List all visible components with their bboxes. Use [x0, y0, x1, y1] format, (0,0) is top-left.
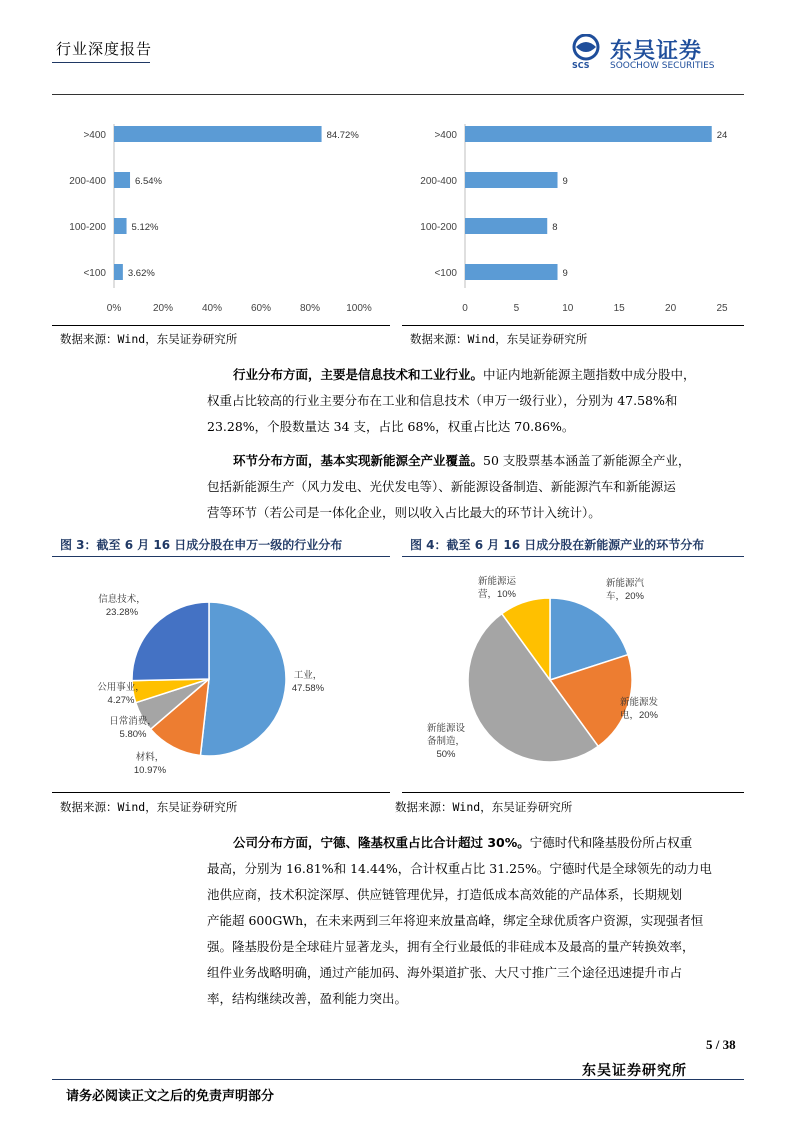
slice-label: 新能源运营，10% [477, 576, 517, 600]
pie-chart-industry [52, 562, 390, 790]
source-rule-left [52, 792, 390, 793]
paragraph-lead: 行业分布方面，主要是信息技术和工业行业。 [233, 367, 484, 382]
paragraph-company [207, 830, 737, 1012]
figure-3-title: 图 3：截至 6 月 16 日成分股在申万一级的行业分布 [60, 538, 343, 552]
paragraph-segment [207, 448, 737, 526]
bar-value-label: 5.12% [131, 222, 159, 233]
paragraph-text: 强。隆基股份是全球硅片显著龙头，拥有全行业最低的非硅成本及最高的量产转换效率， [207, 939, 695, 954]
figure-title-rule-right [402, 556, 744, 557]
category-label: <100 [434, 268, 457, 279]
category-label: >400 [434, 130, 457, 141]
logo-emblem-icon [568, 34, 608, 62]
bar-value-label: 6.54% [135, 176, 162, 187]
x-tick-label: 10 [562, 303, 574, 314]
paragraph-text: 宁德时代和隆基股份所占权重 [529, 835, 693, 850]
x-tick-label: 40% [201, 303, 223, 314]
paragraph-industry [207, 362, 737, 440]
slice-label: 新能源发电，20% [619, 697, 659, 721]
x-tick-label: 25 [716, 303, 728, 314]
bar-value-label: 9 [562, 176, 568, 187]
logo-abbreviation: SCS [572, 61, 590, 70]
paragraph-lead: 环节分布方面，基本实现新能源全产业覆盖。 [233, 453, 484, 468]
bar-value-label: 8 [552, 222, 558, 233]
paragraph-text: 产能超 600GWh，在未来两到三年将迎来放量高峰，绑定全球优质客户资源，实现强者恒 [207, 913, 704, 928]
bar [114, 172, 130, 188]
source-note: 数据来源：Wind，东吴证券研究所 [60, 332, 238, 346]
bar-value-label: 84.72% [326, 130, 359, 141]
pie-slice [132, 602, 209, 681]
footer-institute: 东吴证券研究所 [582, 1063, 687, 1079]
x-tick-label: 0% [106, 303, 122, 314]
paragraph-text: 权重占比较高的行业主要分布在工业和信息技术（申万一级行业），分别为 47.58%和 [207, 393, 678, 408]
bar-value-label: 24 [716, 130, 728, 141]
header-rule [52, 94, 744, 95]
slice-label: 公用事业， 4.27% [97, 682, 145, 706]
bar-value-label: 3.62% [127, 268, 155, 279]
bar [114, 126, 322, 142]
company-logo [568, 34, 748, 74]
category-label: >400 [83, 130, 106, 141]
disclaimer-note: 请务必阅读正文之后的免责声明部分 [66, 1089, 275, 1104]
bar-chart-weight [52, 100, 390, 325]
slice-label: 新能源设备制造， 50% [426, 723, 466, 760]
bar [465, 172, 558, 188]
pie-chart-segment [402, 562, 744, 790]
page-number: 5 / 38 [706, 1037, 736, 1052]
figure-4-title: 图 4：截至 6 月 16 日成分股在新能源产业的环节分布 [410, 538, 705, 552]
x-tick-label: 20% [152, 303, 174, 314]
header-underline [52, 62, 150, 63]
report-type-label: 行业深度报告 [56, 40, 153, 58]
paragraph-text: 最高，分别为 16.81%和 14.44%，合计权重占比 31.25%。宁德时代是全球领先的动力电 [207, 861, 712, 876]
slice-label: 新能源汽车，20% [605, 578, 645, 602]
x-tick-label: 60% [250, 303, 272, 314]
category-label: 100-200 [69, 222, 106, 233]
slice-label: 工业， 47.58% [291, 670, 325, 694]
footer-rule [52, 1079, 744, 1080]
category-label: 200-400 [420, 176, 457, 187]
x-tick-label: 100% [346, 303, 372, 314]
paragraph-text: 50 支股票基本涵盖了新能源全产业， [483, 453, 691, 468]
bar-chart-count [402, 100, 744, 325]
paragraph-text: 中证内地新能源主题指数中成分股中， [483, 367, 696, 382]
paragraph-text: 包括新能源生产（风力发电、光伏发电等）、新能源设备制造、新能源汽车和新能源运 [207, 479, 676, 494]
source-note: 数据来源：Wind，东吴证券研究所 [395, 800, 573, 814]
source-note: 数据来源：Wind，东吴证券研究所 [60, 800, 238, 814]
bar [465, 126, 712, 142]
source-rule-right [402, 325, 744, 326]
source-note: 数据来源：Wind，东吴证券研究所 [410, 332, 588, 346]
slice-label: 日常消费， 5.80% [109, 716, 157, 740]
paragraph-text: 率，结构继续改善，盈利能力突出。 [207, 991, 408, 1006]
category-label: 100-200 [420, 222, 457, 233]
source-rule-right [402, 792, 744, 793]
x-tick-label: 0 [462, 303, 468, 314]
x-tick-label: 15 [613, 303, 625, 314]
bar [114, 264, 123, 280]
paragraph-lead: 公司分布方面，宁德、隆基权重占比合计超过 30%。 [233, 835, 530, 850]
x-tick-label: 20 [665, 303, 677, 314]
paragraph-text: 组件业务战略明确，通过产能加码、海外渠道扩张、大尺寸推广三个途径迅速提升市占 [207, 965, 683, 980]
category-label: <100 [83, 268, 106, 279]
x-tick-label: 80% [299, 303, 321, 314]
slice-label: 信息技术， 23.28% [98, 594, 146, 618]
bar [465, 218, 547, 234]
logo-chinese-name: 东吴证券 [610, 39, 703, 64]
figure-title-rule-left [52, 556, 390, 557]
paragraph-text: 23.28%，个股数量达 34 支，占比 68%，权重占比达 70.86%。 [207, 419, 575, 434]
pie-slice [200, 602, 286, 756]
logo-english-name: SOOCHOW SECURITIES [610, 61, 715, 71]
bar [114, 218, 127, 234]
paragraph-text: 营等环节（若公司是一体化企业，则以收入占比最大的环节计入统计）。 [207, 505, 601, 520]
x-tick-label: 5 [513, 303, 520, 314]
bar-value-label: 9 [562, 268, 568, 279]
paragraph-text: 池供应商，技术积淀深厚、供应链管理优异，打造低成本高效能的产品体系，长期规划 [207, 887, 683, 902]
source-rule-left [52, 325, 390, 326]
category-label: 200-400 [69, 176, 106, 187]
slice-label: 材料， 10.97% [133, 752, 167, 776]
bar [465, 264, 558, 280]
